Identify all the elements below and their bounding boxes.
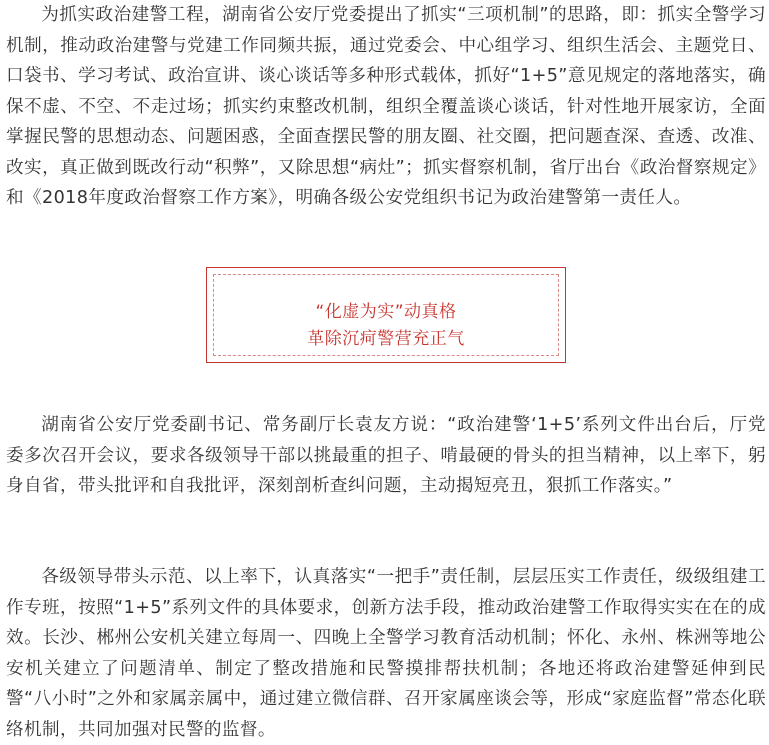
section-heading-line-2: 革除沉疴警营充正气 — [307, 329, 465, 349]
article-section-1 — [6, 0, 766, 214]
article-section-3 — [6, 562, 766, 745]
paragraph-quote-yuan-youfang: 湖南省公安厅党委副书记、常务副厅长袁友方说：“政治建警‘1+5’系列文件出台后，厅党委多次召开会议，要求各级领导干部以挑最重的担子、啃最硬的骨头的担当精神，以上率下，躬身自省，带头批评和自我批评，深刻剖析查纠问题，主动揭短亮丑，狠抓工作落实。” — [6, 415, 766, 496]
section-heading-line-1: “化虚为实”动真格 — [315, 302, 457, 322]
article-section-2 — [6, 410, 766, 502]
paragraph-three-mechanisms: 为抓实政治建警工程，湖南省公安厅党委提出了抓实“三项机制”的思路，即：抓实全警学习机制，推动政治建警与党建工作同频共振，通过党委会、中心组学习、组织生活会、主题党日、口袋书、学习考试、政治宣讲、谈心谈话等多种形式载体，抓好“1+5”意见规定的落地落实，确保不虚、不空、不走过场；抓实约束整改机制，组织全覆盖谈心谈话，针对性地开展家访，全面掌握民警的思想动态、问题困惑，全面查摆民警的朋友圈、社交圈，把问题查深、查透、改准、改实，真正做到既改行动“积弊”，又除思想“病灶”；抓实督察机制，省厅出台《政治督察规定》和《2018年度政治督察工作方案》，明确各级公安党组织书记为政治建警第一责任人。 — [6, 5, 766, 208]
section-heading-inner-border — [213, 274, 559, 356]
section-heading-box — [206, 267, 566, 363]
paragraph-leaders-example: 各级领导带头示范、以上率下，认真落实“一把手”责任制，层层压实工作责任，级级组建工作专班，按照“1+5”系列文件的具体要求，创新方法手段，推动政治建警工作取得实实在在的成效。长沙、郴州公安机关建立每周一、四晚上全警学习教育活动机制；怀化、永州、株洲等地公安机关建立了问题清单、制定了整改措施和民警摸排帮扶机制；各地还将政治建警延伸到民警“八小时”之外和家属亲属中，通过建立微信群、召开家属座谈会等，形成“家庭监督”常态化联络机制，共同加强对民警的监督。 — [6, 567, 766, 740]
